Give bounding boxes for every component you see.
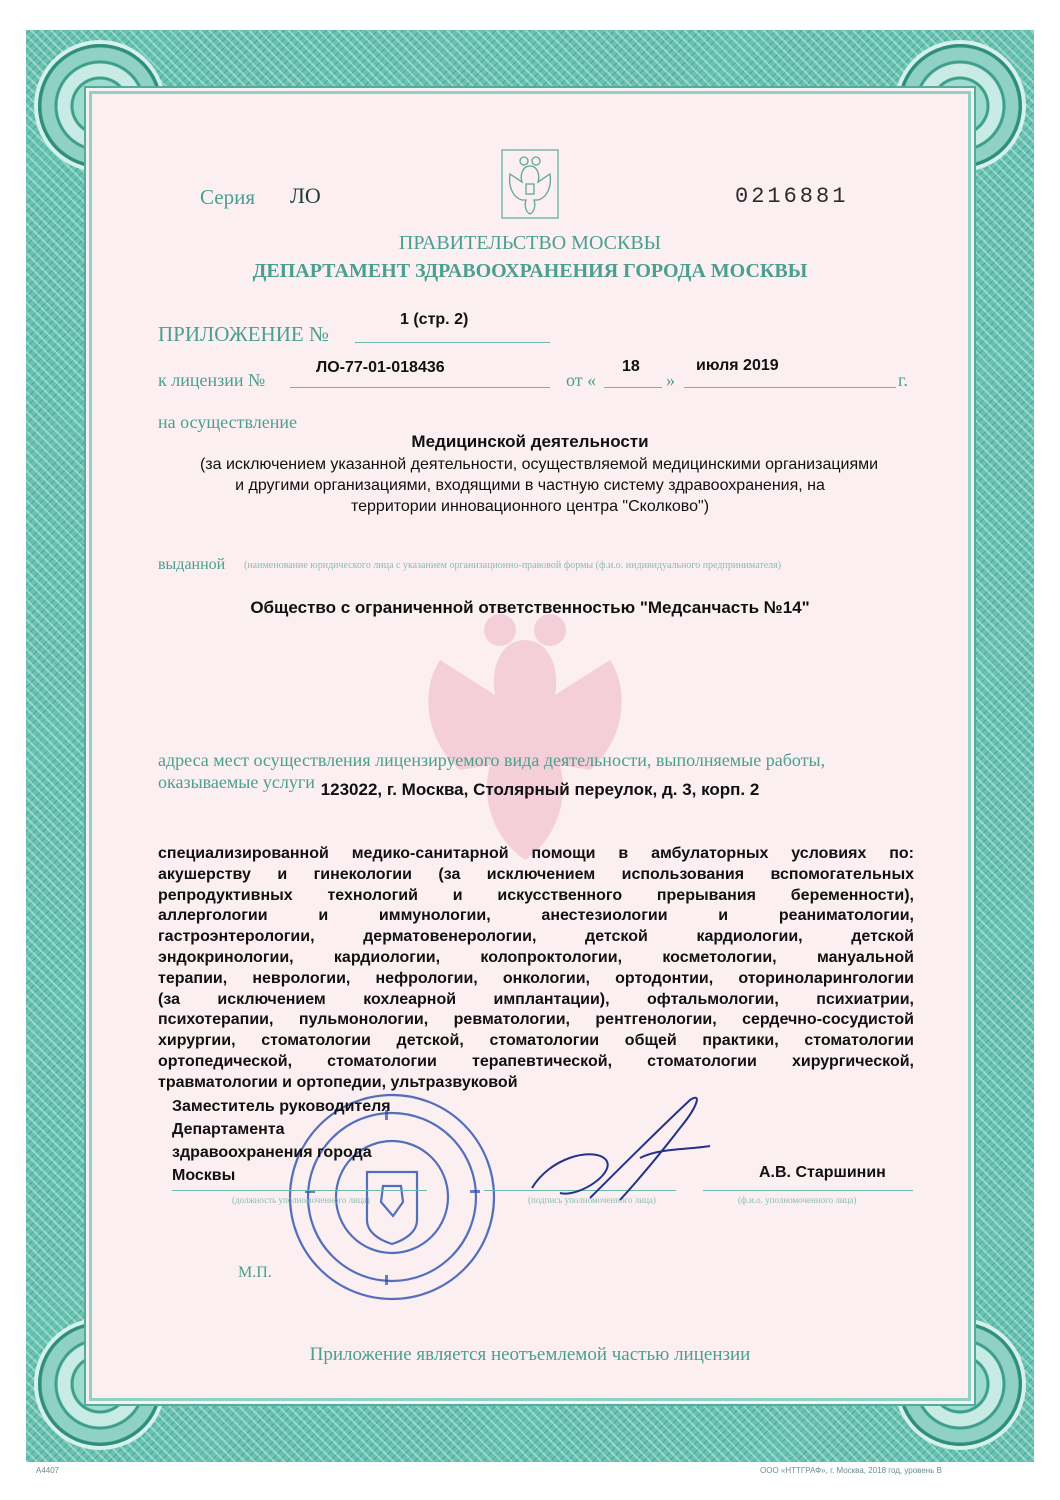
series-label: Серия: [200, 185, 255, 209]
services-line: ортопедической, стоматологии терапевтической, стоматологии хирургической,: [158, 1052, 914, 1070]
signer-position-line1: Заместитель руководителя: [172, 1098, 391, 1115]
services-line: (за исключением кохлеарной имплантации), офтальмологии, психиатрии,: [158, 990, 914, 1008]
quote-close: »: [666, 370, 675, 390]
activity-desc-line1: (за исключением указанной деятельности, осуществляемой медицинскими организациями: [199, 456, 879, 473]
services-line: акушерству и гинекологии (за исключением использования вспомогательных: [158, 865, 914, 883]
services-line: травматологии и ортопедии, ультразвуковой: [158, 1073, 518, 1091]
issued-hint: (наименование юридического лица с указанием организационно-правовой формы (ф.и.о. индивидуального предпринимателя): [244, 560, 782, 571]
issued-label: выданной: [158, 556, 226, 573]
services-line: гастроэнтерологии, дерматовенерологии, детской кардиологии, детской: [158, 928, 914, 946]
organization-name: Общество с ограниченной ответственностью "Медсанчасть №14": [250, 598, 810, 617]
year-suffix: г.: [898, 370, 908, 390]
appendix-label: ПРИЛОЖЕНИЕ №: [158, 322, 329, 346]
date-from-label: от «: [566, 370, 597, 390]
services-list: [158, 844, 914, 1094]
footer-note: Приложение является неотъемлемой частью лицензии: [309, 1344, 751, 1365]
services-line: репродуктивных технологий и искусственного прерывания беременности),: [158, 886, 914, 904]
services-line: терапии, неврологии, нефрологии, онкологии, ортодонтии, оториноларингологии: [158, 969, 914, 987]
signer-position-line4: Москвы: [172, 1167, 236, 1184]
background-eagle-emblem: [380, 600, 670, 870]
license-month-year: июля 2019: [696, 357, 779, 374]
government-title: ПРАВИТЕЛЬСТВО МОСКВЫ: [398, 232, 662, 254]
name-line: [703, 1190, 913, 1191]
activity-desc-line2: и другими организациями, входящими в частную систему здравоохранения, на: [235, 477, 825, 494]
address-label-line1: адреса мест осуществления лицензируемого вида деятельности, выполняемые работы,: [158, 750, 826, 770]
address-label-line2: оказываемые услуги: [158, 772, 315, 792]
activity-desc-line3: территории инновационного центра "Сколково"): [350, 498, 710, 515]
position-line: [172, 1190, 427, 1191]
activity-title: Медицинской деятельности: [411, 432, 649, 451]
form-number: 0216881: [735, 184, 849, 209]
stamp-place-label: М.П.: [238, 1264, 272, 1281]
signer-name: А.В. Старшинин: [759, 1164, 886, 1181]
services-line: психотерапии, пульмонологии, ревматологии, рентгенологии, сердечно-сосудистой: [158, 1011, 914, 1029]
appendix-number: 1 (стр. 2): [400, 311, 469, 328]
day-line: [604, 387, 662, 388]
services-line: аллергологии и иммунологии, анестезиологии и реаниматологии,: [158, 907, 914, 925]
signature-hint: (подпись уполномоченного лица): [528, 1195, 656, 1205]
services-line: эндокринологии, кардиологии, колопроктологии, косметологии, мануальной: [158, 948, 914, 966]
coat-of-arms-icon: [500, 148, 560, 220]
license-label: к лицензии №: [158, 370, 266, 390]
month-year-line: [684, 387, 896, 388]
services-line: специализированной медико-санитарной помощи в амбулаторных условиях по:: [158, 845, 914, 862]
license-day: 18: [622, 358, 640, 375]
printer-info: ООО «НТТГРАФ», г. Москва, 2018 год, уровень В: [760, 1466, 942, 1475]
activity-label: на осуществление: [158, 412, 297, 432]
license-number: ЛО-77-01-018436: [316, 359, 445, 376]
name-hint: (ф.и.о. уполномоченного лица): [738, 1195, 857, 1205]
license-number-line: [290, 387, 550, 388]
services-line: хирургии, стоматологии детской, стоматологии общей практики, стоматологии: [158, 1032, 914, 1050]
series-value: ЛО: [290, 183, 321, 208]
appendix-line: [355, 342, 550, 343]
address-value: 123022, г. Москва, Столярный переулок, д. 3, корп. 2: [320, 780, 760, 799]
signer-position-line2: Департамента: [172, 1121, 285, 1138]
handwritten-signature: [520, 1088, 720, 1208]
signer-position-line3: здравоохранения города: [172, 1144, 372, 1161]
position-hint: (должность уполномоченного лица): [232, 1195, 370, 1205]
form-code: А4407: [36, 1466, 60, 1475]
department-title: ДЕПАРТАМЕНТ ЗДРАВООХРАНЕНИЯ ГОРОДА МОСКВЫ: [252, 260, 808, 282]
